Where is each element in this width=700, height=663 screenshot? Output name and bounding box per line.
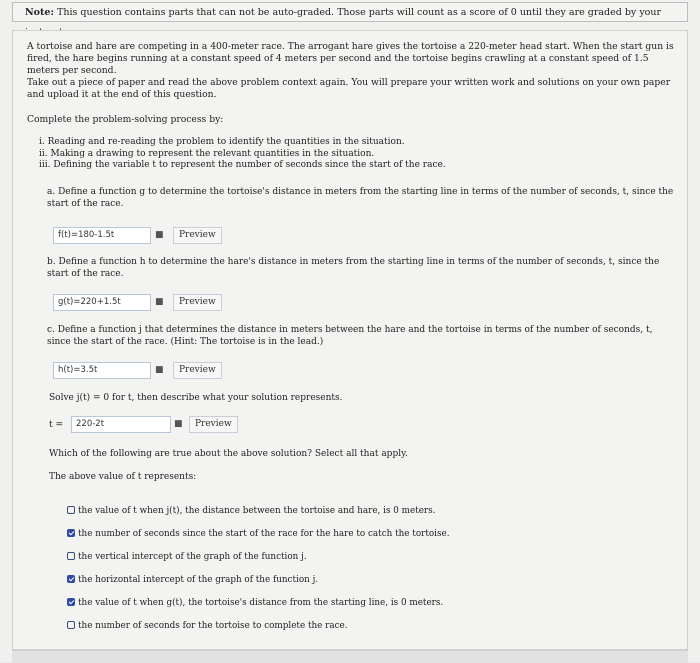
part-a-answer-input[interactable]: f(t)=180-1.5t bbox=[53, 227, 151, 244]
checkbox-option-2[interactable] bbox=[67, 529, 75, 537]
select-all-instruction: Which of the following are true about the above solution? Select all that apply. bbox=[49, 449, 408, 459]
option-4[interactable] bbox=[67, 574, 318, 586]
note-label: Note: bbox=[25, 7, 54, 18]
part-c-preview-button[interactable]: Preview bbox=[173, 362, 222, 379]
option-3[interactable] bbox=[67, 551, 307, 563]
equation-editor-icon[interactable]: ■ bbox=[174, 419, 183, 429]
note-text: This question contains parts that can not be auto-graded. Those parts will count as a score of 0 until they are graded by your bbox=[57, 7, 662, 18]
option-1[interactable] bbox=[67, 505, 435, 517]
option-2[interactable] bbox=[67, 528, 450, 540]
option-2-label: the number of seconds since the start of the race for the hare to catch the tortoise. bbox=[78, 529, 450, 539]
step-2: ii. Making a drawing to represent the relevant quantities in the situation. bbox=[39, 148, 375, 159]
solve-instruction: Solve j(t) = 0 for t, then describe what your solution represents. bbox=[49, 393, 343, 403]
t-answer-input[interactable]: 220-2t bbox=[71, 416, 171, 433]
part-a-preview-button[interactable]: Preview bbox=[173, 227, 222, 244]
part-c-prompt: c. Define a function j that determines the distance in meters between the hare and the tortoise in terms of the number of seconds, t, since the start of the race. (Hint: The tortoise is in the lead.) bbox=[47, 325, 653, 347]
problem-intro: A tortoise and hare are competing in a 400-meter race. The arrogant hare gives the tortoise a 220-meter head start. When the start gun is fired, the hare begins running at a constant speed of 4 meters per second and the tortoise begins crawling at a constant speed of 1.5 meters per second. bbox=[27, 41, 674, 76]
process-heading: Complete the problem-solving process by: bbox=[27, 114, 224, 125]
part-b-preview-button[interactable]: Preview bbox=[173, 294, 222, 311]
equation-editor-icon[interactable]: ■ bbox=[155, 365, 164, 375]
part-c-answer-input[interactable]: h(t)=3.5t bbox=[53, 362, 151, 379]
t-preview-button[interactable]: Preview bbox=[189, 416, 238, 433]
process-steps bbox=[39, 137, 639, 172]
checkbox-option-3[interactable] bbox=[67, 552, 75, 560]
grading-note bbox=[12, 2, 688, 22]
checkbox-option-5[interactable] bbox=[67, 598, 75, 606]
part-a-prompt: a. Define a function g to determine the tortoise's distance in meters from the starting line in terms of the number of seconds, t, since the start of the race. bbox=[47, 187, 674, 209]
step-3: iii. Defining the variable t to represent the number of seconds since the start of the race. bbox=[39, 160, 446, 170]
equation-editor-icon[interactable]: ■ bbox=[155, 230, 164, 240]
checkbox-option-1[interactable] bbox=[67, 506, 75, 514]
option-5-label: the value of t when g(t), the tortoise's distance from the starting line, is 0 meters. bbox=[78, 598, 444, 608]
paper-instructions: Take out a piece of paper and read the above problem context again. You will prepare your written work and solutions on your own paper and upload it at the end of this question. bbox=[27, 77, 671, 100]
checkbox-option-4[interactable] bbox=[67, 575, 75, 583]
checkbox-option-6[interactable] bbox=[67, 621, 75, 629]
option-1-label: the value of t when j(t), the distance between the tortoise and hare, is 0 meters. bbox=[78, 506, 436, 516]
step-1: i. Reading and re-reading the problem to identify the quantities in the situation. bbox=[39, 137, 405, 147]
option-4-label: the horizontal intercept of the graph of the function j. bbox=[78, 575, 319, 585]
option-6[interactable] bbox=[67, 620, 348, 632]
t-label: t = bbox=[49, 420, 64, 430]
bottom-divider bbox=[12, 650, 688, 663]
part-b-prompt: b. Define a function h to determine the hare's distance in meters from the starting line in terms of the number of seconds, t, since the start of the race. bbox=[47, 257, 660, 279]
option-5[interactable] bbox=[67, 597, 443, 609]
equation-editor-icon[interactable]: ■ bbox=[155, 297, 164, 307]
option-3-label: the vertical intercept of the graph of the function j. bbox=[78, 552, 307, 562]
option-6-label: the number of seconds for the tortoise to complete the race. bbox=[78, 621, 348, 631]
represents-label: The above value of t represents: bbox=[49, 472, 197, 482]
part-b-answer-input[interactable]: g(t)=220+1.5t bbox=[53, 294, 151, 311]
question-card bbox=[12, 30, 688, 650]
